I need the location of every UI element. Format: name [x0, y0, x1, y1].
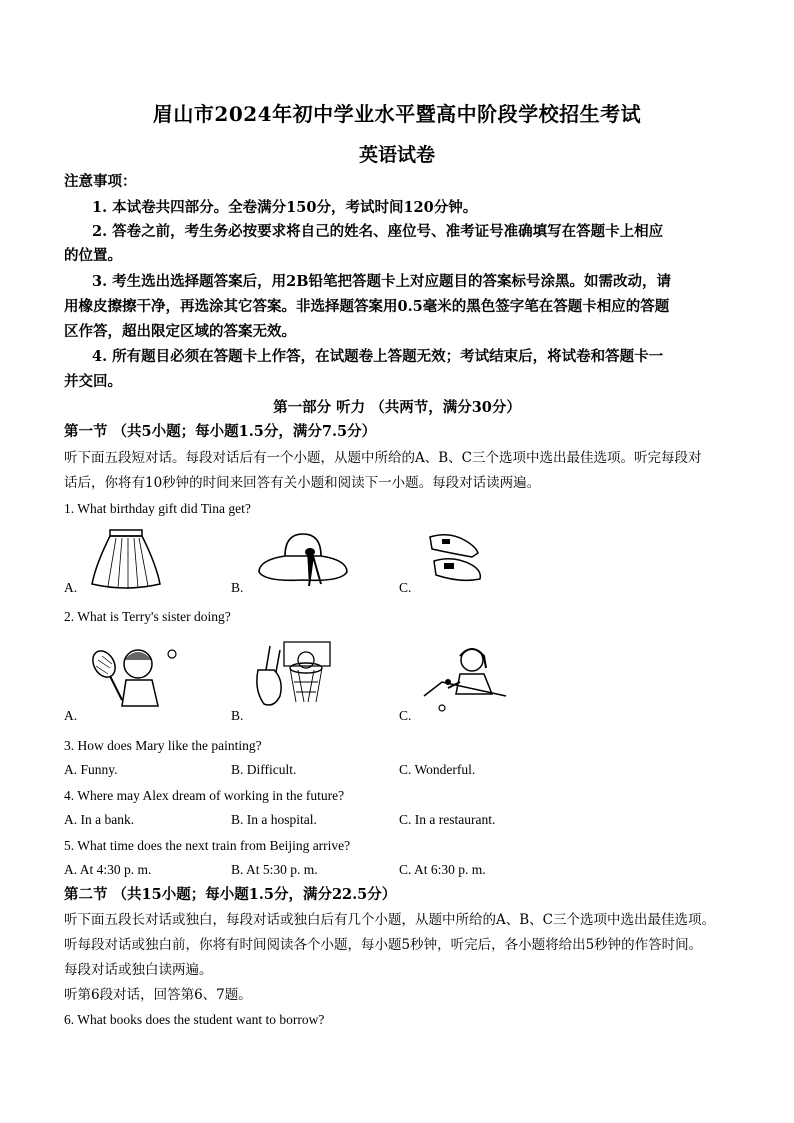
- q5-option-b: B. At 5:30 p. m.: [231, 862, 318, 877]
- notice-4: 4. 所有题目必须在答题卡上作答，在试题卷上答题无效；考试结束后，将试卷和答题卡一: [92, 348, 664, 365]
- q2-option-b: B.: [231, 708, 244, 723]
- q2-option-c: C.: [399, 708, 412, 723]
- section2-instruction-1: 听下面五段长对话或独白，每段对话或独白后有几个小题，从题中所给的A、B、C三个选项中选出最佳选项。: [64, 912, 715, 928]
- hat-icon: [255, 526, 351, 590]
- exam-title: 眉山市2024年初中学业水平暨高中阶段学校招生考试: [152, 102, 642, 126]
- section1-instruction-1: 听下面五段短对话。每段对话后有一个小题，从题中所给的A、B、C三个选项中选出最佳选项。听完每段对: [64, 450, 702, 466]
- section2-instruction-2: 听每段对话或独白前，你将有时间阅读各个小题，每小题5秒钟，听完后，各小题将给出5秒钟的作答时间。: [64, 937, 703, 953]
- listen-6-instruction: 听第6段对话，回答第6、7题。: [64, 987, 252, 1003]
- question-1: 1. What birthday gift did Tina get?: [64, 501, 251, 516]
- drawing-girl-icon: [420, 642, 510, 712]
- question-2: 2. What is Terry's sister doing?: [64, 609, 231, 624]
- shoes-icon: [420, 527, 490, 587]
- notice-3-cont: 用橡皮擦擦干净，再选涂其它答案。非选择题答案用0.5毫米的黑色签字笔在答题卡相应的答题: [64, 298, 670, 315]
- q4-option-c: C. In a restaurant.: [399, 812, 496, 827]
- notice-4-cont: 并交回。: [64, 373, 122, 390]
- q3-option-c: C. Wonderful.: [399, 762, 476, 777]
- section1-instruction-2: 话后，你将有10秒钟的时间来回答有关小题和阅读下一小题。每段对话读两遍。: [64, 475, 541, 491]
- notice-3-cont2: 区作答，超出限定区域的答案无效。: [64, 323, 296, 340]
- q1-option-b: B.: [231, 580, 244, 595]
- question-6: 6. What books does the student want to borrow?: [64, 1012, 325, 1027]
- q1-option-c: C.: [399, 580, 412, 595]
- q1-option-a: A.: [64, 580, 78, 595]
- section2-heading: 第二节 （共15小题；每小题1.5分，满分22.5分）: [64, 886, 397, 903]
- question-4: 4. Where may Alex dream of working in the future?: [64, 788, 345, 803]
- question-5: 5. What time does the next train from Beijing arrive?: [64, 838, 351, 853]
- notice-2-cont: 的位置。: [64, 247, 122, 264]
- section1-heading: 第一节 （共5小题；每小题1.5分，满分7.5分）: [64, 423, 377, 440]
- notice-heading: 注意事项：: [64, 173, 137, 190]
- notice-3: 3. 考生选出选择题答案后，用2B铅笔把答题卡上对应题目的答案标号涂黑。如需改动，请: [92, 273, 672, 290]
- part1-heading: 第一部分 听力 （共两节，满分30分）: [273, 399, 521, 416]
- q5-option-a: A. At 4:30 p. m.: [64, 862, 152, 877]
- q3-option-a: A. Funny.: [64, 762, 118, 777]
- q4-option-b: B. In a hospital.: [231, 812, 317, 827]
- notice-2: 2. 答卷之前，考生务必按要求将自己的姓名、座位号、准考证号准确填写在答题卡上相应: [92, 223, 664, 240]
- exam-subtitle: 英语试卷: [358, 144, 435, 166]
- basketball-icon: [250, 640, 332, 710]
- q5-option-c: C. At 6:30 p. m.: [399, 862, 486, 877]
- section2-instruction-3: 每段对话或独白读两遍。: [64, 962, 213, 978]
- tennis-girl-icon: [88, 640, 180, 708]
- question-3: 3. How does Mary like the painting?: [64, 738, 262, 753]
- q4-option-a: A. In a bank.: [64, 812, 135, 827]
- q3-option-b: B. Difficult.: [231, 762, 297, 777]
- q2-option-a: A.: [64, 708, 78, 723]
- skirt-icon: [88, 524, 164, 592]
- notice-1: 1. 本试卷共四部分。全卷满分150分，考试时间120分钟。: [92, 199, 478, 216]
